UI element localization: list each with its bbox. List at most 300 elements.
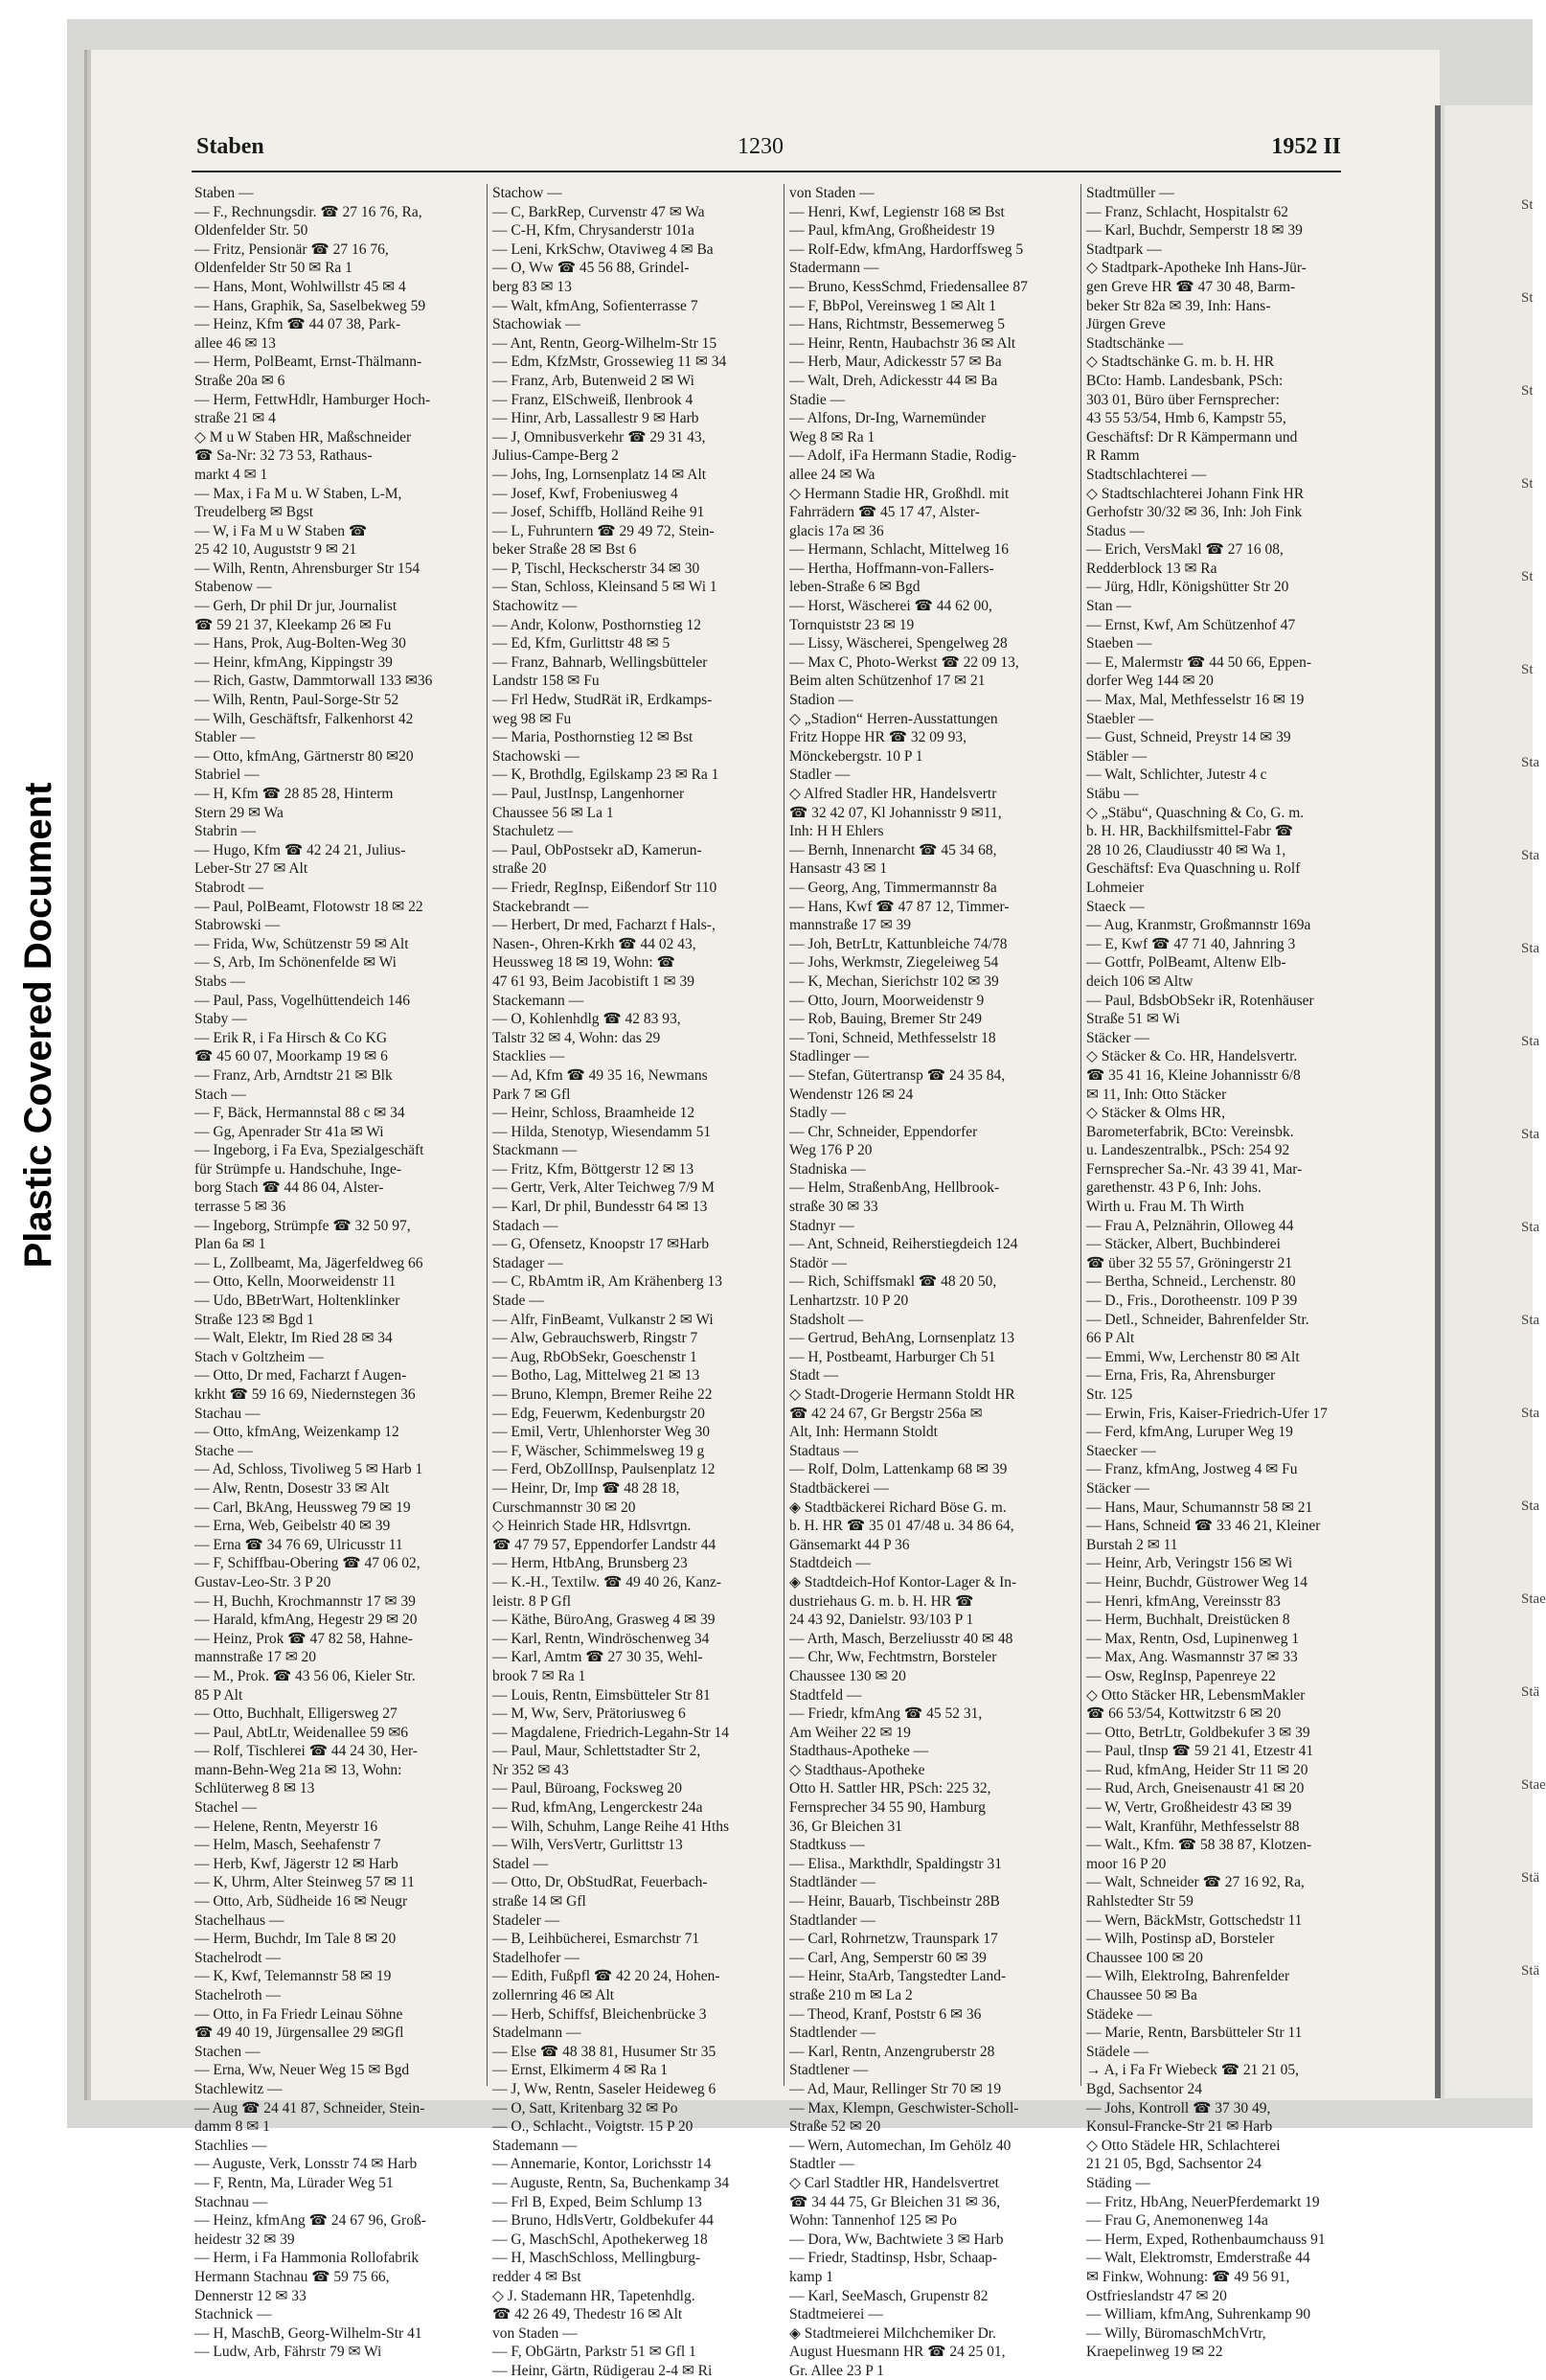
directory-entry-line: — Hans, Kwf ☎ 47 87 12, Timmer-	[789, 898, 1010, 915]
directory-entry-line: — Paul, Pass, Vogelhüttendeich 146	[194, 992, 411, 1009]
directory-entry-line: Hermann Stachnau ☎ 59 75 66,	[194, 2268, 390, 2285]
directory-entry-line: — Ad, Kfm ☎ 49 35 16, Newmans	[492, 1066, 708, 1084]
directory-entry-line: Stadthaus-Apotheke —	[789, 1743, 929, 1760]
directory-entry-line: Staby —	[194, 1011, 247, 1028]
directory-entry-line: Stäbler —	[1086, 747, 1148, 765]
directory-entry-line: → A, i Fa Fr Wiebeck ☎ 21 21 05,	[1086, 2062, 1300, 2079]
directory-entry-line: ◇ Heinrich Stade HR, Hdlsvrtgn.	[492, 1518, 692, 1535]
directory-entry-line: Nr 352 ✉ 43	[492, 1761, 569, 1778]
directory-entry-line: — Carl, Ang, Semperstr 60 ✉ 39	[789, 1949, 987, 1966]
directory-entry-line: — Frl Hedw, StudRät iR, Erdkamps-	[492, 692, 713, 709]
directory-entry-line: Hansastr 43 ✉ 1	[789, 860, 888, 878]
directory-entry-line: Inh: H H Ehlers	[789, 823, 884, 840]
directory-entry-line: — Rud, kfmAng, Lengerckestr 24a	[492, 1799, 703, 1817]
directory-entry-line: borg Stach ☎ 44 86 04, Alster-	[194, 1179, 384, 1197]
directory-entry-line: ◇ Otto Städele HR, Schlachterei	[1086, 2137, 1281, 2154]
directory-entry-line: BCto: Hamb. Landesbank, PSch:	[1086, 372, 1284, 389]
directory-entry-line: — Alfr, FinBeamt, Vulkanstr 2 ✉ Wi	[492, 1311, 714, 1328]
directory-entry-line: — F, BbPol, Vereinsweg 1 ✉ Alt 1	[789, 297, 996, 314]
directory-entry-line: — C, RbAmtm iR, Am Krähenberg 13	[492, 1273, 722, 1291]
directory-entry-line: — L, Fuhruntern ☎ 29 49 72, Stein-	[492, 522, 715, 539]
directory-entry-line: Stadermann —	[789, 260, 879, 277]
directory-entry-line: Stackemann —	[492, 992, 584, 1009]
directory-entry-line: — Bernh, Innenarcht ☎ 45 34 68,	[789, 841, 997, 858]
directory-entry-line: — Herm, Exped, Rothenbaumchauss 91	[1086, 2231, 1326, 2248]
directory-entry-line: Bgd, Sachsentor 24	[1086, 2080, 1202, 2097]
page-gutter	[1435, 105, 1441, 2098]
directory-column-4	[1086, 184, 1374, 2362]
directory-entry-line: Am Weiher 22 ✉ 19	[789, 1724, 911, 1741]
directory-entry-line: Gustav-Leo-Str. 3 P 20	[194, 1573, 331, 1590]
directory-entry-line: Stabenow —	[194, 579, 272, 596]
directory-entry-line: Staeck —	[1086, 898, 1145, 915]
directory-entry-line: Stadtpark —	[1086, 240, 1162, 258]
directory-entry-line: — Heinr, Arb, Veringstr 156 ✉ Wi	[1086, 1555, 1293, 1572]
directory-entry-line: — Chr, Schneider, Eppendorfer	[789, 1123, 978, 1140]
directory-entry-line: — Emmi, Ww, Lerchenstr 80 ✉ Alt	[1086, 1348, 1300, 1365]
directory-entry-line: — Erwin, Fris, Kaiser-Friedrich-Ufer 17	[1086, 1405, 1328, 1422]
adjacent-page-fragment: Sta	[1521, 1313, 1540, 1328]
directory-entry-line: Stachelroth —	[194, 1987, 281, 2003]
directory-entry-line: straße 20	[492, 860, 547, 878]
directory-entry-line: Geschäftsf: Eva Quaschning u. Rolf	[1086, 860, 1301, 878]
directory-entry-line: — Franz, Arb, Arndtstr 21 ✉ Blk	[194, 1066, 393, 1084]
directory-entry-line: — Ferd, ObZollInsp, Paulsenplatz 12	[492, 1461, 716, 1478]
directory-entry-line: deich 106 ✉ Altw	[1086, 973, 1194, 990]
directory-entry-line: — Herm, i Fa Hammonia Rollofabrik	[194, 2250, 420, 2267]
directory-entry-line: — B, Leihbücherei, Esmarchstr 71	[492, 1931, 700, 1948]
directory-entry-line: ◇ Stäcker & Co. HR, Handelsvertr.	[1086, 1048, 1298, 1065]
directory-entry-line: Stachelrodt —	[194, 1949, 281, 1966]
directory-entry-line: — Henri, kfmAng, Vereinsstr 83	[1086, 1592, 1281, 1610]
directory-entry-line: — Otto, kfmAng, Gärtnerstr 80 ✉20	[194, 747, 414, 765]
directory-entry-line: Tornquiststr 23 ✉ 19	[789, 616, 915, 633]
directory-entry-line: — Wilh, ElektroIng, Bahrenfelder	[1086, 1968, 1290, 1985]
directory-entry-line: — Adolf, iFa Hermann Stadie, Rodig-	[789, 447, 1017, 465]
plastic-cover-label: Plastic Covered Document	[17, 782, 59, 1269]
directory-entry-line: Staecker —	[1086, 1442, 1156, 1459]
directory-entry-line: Ostfrieslandstr 47 ✉ 20	[1086, 2287, 1227, 2304]
directory-entry-line: — H, Buchh, Krochmannstr 17 ✉ 39	[194, 1592, 416, 1610]
directory-entry-line: Stadtländer —	[789, 1874, 875, 1891]
directory-entry-line: Wendenstr 126 ✉ 24	[789, 1086, 914, 1103]
directory-entry-line: 47 61 93, Beim Jacobistift 1 ✉ 39	[492, 973, 695, 990]
directory-entry-line: — Heinz, kfmAng ☎ 24 67 96, Groß-	[194, 2212, 426, 2230]
directory-entry-line: Landstr 158 ✉ Fu	[492, 673, 600, 690]
directory-entry-line: Talstr 32 ✉ 4, Wohn: das 29	[492, 1029, 661, 1046]
adjacent-page-fragment: St	[1521, 476, 1534, 492]
directory-entry-line: Städing —	[1086, 2174, 1150, 2191]
directory-entry-line: — Maria, Posthornstieg 12 ✉ Bst	[492, 729, 693, 746]
directory-entry-line: — K, Uhrm, Alter Steinweg 57 ✉ 11	[194, 1874, 415, 1891]
directory-entry-line: — F, Wäscher, Schimmelsweg 19 g	[492, 1442, 705, 1459]
directory-entry-line: — M, Ww, Serv, Prätoriusweg 6	[492, 1705, 686, 1723]
directory-entry-line: — Gertr, Verk, Alter Teichweg 7/9 M	[492, 1179, 715, 1197]
directory-entry-line: — H, MaschB, Georg-Wilhelm-Str 41	[194, 2324, 422, 2342]
directory-entry-line: — Walt, Schneider ☎ 27 16 92, Ra,	[1086, 1874, 1305, 1891]
directory-entry-line: — F, ObGärtn, Parkstr 51 ✉ Gfl 1	[492, 2344, 696, 2361]
directory-entry-line: ☎ über 32 55 57, Gröningerstr 21	[1086, 1254, 1293, 1271]
directory-entry-line: — Lissy, Wäscherei, Spengelweg 28	[789, 635, 1008, 652]
directory-entry-line: — Herm, Buchdr, Im Tale 8 ✉ 20	[194, 1931, 397, 1948]
directory-entry-line: — Josef, Schiffb, Holländ Reihe 91	[492, 504, 705, 521]
directory-entry-line: Jürgen Greve	[1086, 316, 1166, 333]
directory-entry-line: — Erna, Web, Geibelstr 40 ✉ 39	[194, 1518, 391, 1535]
directory-entry-line: — Edm, KfzMstr, Grossewieg 11 ✉ 34	[492, 354, 727, 371]
directory-entry-line: — H, Postbeamt, Harburger Ch 51	[789, 1348, 996, 1365]
directory-entry-line: R Ramm	[1086, 447, 1140, 465]
directory-entry-line: Stabler —	[194, 729, 256, 746]
directory-entry-line: — Paul, Maur, Schlettstadter Str 2,	[492, 1743, 701, 1760]
directory-entry-line: ◇ Stadt-Drogerie Hermann Stoldt HR	[789, 1386, 1015, 1403]
directory-entry-line: — Heinr, Buchdr, Güstrower Weg 14	[1086, 1573, 1307, 1590]
directory-entry-line: — Karl, SeeMasch, Grupenstr 82	[789, 2287, 989, 2304]
directory-entry-line: Stadtfeld —	[789, 1686, 862, 1704]
directory-entry-line: — Edg, Feuerwm, Kedenburgstr 20	[492, 1405, 705, 1422]
directory-entry-line: Julius-Campe-Berg 2	[492, 447, 619, 465]
directory-entry-line: terrasse 5 ✉ 36	[194, 1199, 286, 1216]
directory-entry-line: — Aug, RbObSekr, Goeschenstr 1	[492, 1348, 697, 1365]
directory-entry-line: — Paul, AbtLtr, Weidenallee 59 ✉6	[194, 1724, 409, 1741]
directory-entry-line: — Herb, Maur, Adickesstr 57 ✉ Ba	[789, 354, 1002, 371]
directory-entry-line: Wirth u. Frau M. Th Wirth	[1086, 1199, 1244, 1216]
directory-entry-line: von Staden —	[492, 2324, 578, 2342]
directory-entry-line: — Theod, Kranf, Poststr 6 ✉ 36	[789, 2005, 982, 2023]
directory-entry-line: redder 4 ✉ Bst	[492, 2268, 581, 2285]
directory-entry-line: — H, Kfm ☎ 28 85 28, Hinterm	[194, 786, 394, 802]
directory-entry-line: — Stefan, Gütertransp ☎ 24 35 84,	[789, 1066, 1006, 1084]
directory-entry-line: — Herm, Buchhalt, Dreistücken 8	[1086, 1612, 1290, 1629]
directory-entry-line: ◇ „Stadion“ Herren-Ausstattungen	[789, 710, 998, 727]
directory-entry-line: Park 7 ✉ Gfl	[492, 1086, 571, 1103]
directory-entry-line: — Herm, FettwHdlr, Hamburger Hoch-	[194, 391, 431, 408]
directory-entry-line: — Walt, kfmAng, Sofienterrasse 7	[492, 297, 698, 314]
directory-entry-line: — Wilh, Rentn, Paul-Sorge-Str 52	[194, 692, 399, 709]
directory-entry-line: heidestr 32 ✉ 39	[194, 2231, 295, 2248]
directory-entry-line: — Rob, Bauing, Bremer Str 249	[789, 1011, 983, 1028]
directory-entry-line: Stache —	[194, 1442, 253, 1459]
directory-entry-line: Oldenfelder Str 50 ✉ Ra 1	[194, 260, 352, 277]
directory-entry-line: — H, MaschSchloss, Mellingburg-	[492, 2250, 701, 2267]
directory-entry-line: dorfer Weg 144 ✉ 20	[1086, 673, 1214, 690]
directory-entry-line: — Heinr, Dr, Imp ☎ 48 28 18,	[492, 1479, 680, 1497]
adjacent-page-fragment: Stä	[1521, 1870, 1540, 1886]
directory-entry-line: — Erna ☎ 34 76 69, Ulricusstr 11	[194, 1536, 403, 1553]
directory-entry-line: — Alw, Rentn, Dosestr 33 ✉ Alt	[194, 1479, 390, 1497]
directory-entry-line: glacis 17a ✉ 36	[789, 522, 884, 539]
directory-entry-line: Geschäftsf: Dr R Kämpermann und	[1086, 428, 1298, 446]
directory-entry-line: — Carl, BkAng, Heussweg 79 ✉ 19	[194, 1499, 411, 1516]
column-divider	[1080, 184, 1081, 2086]
directory-entry-line: — Gust, Schneid, Preystr 14 ✉ 39	[1086, 729, 1291, 746]
directory-entry-line: — Walt, Elektromstr, Emderstraße 44	[1086, 2250, 1310, 2267]
directory-entry-line: — Ferd, kfmAng, Luruper Weg 19	[1086, 1424, 1293, 1441]
directory-entry-line: — Erna, Fris, Ra, Ahrensburger	[1086, 1367, 1276, 1385]
directory-entry-line: Stadtler —	[789, 2156, 854, 2173]
directory-entry-line: Stade —	[492, 1293, 544, 1310]
directory-entry-line: — Elisa., Markthdlr, Spaldingstr 31	[789, 1855, 1002, 1872]
directory-entry-line: Treudelberg ✉ Bgst	[194, 504, 314, 521]
directory-entry-line: — Karl, Dr phil, Bundesstr 64 ✉ 13	[492, 1199, 708, 1216]
adjacent-page-fragment: St	[1521, 290, 1534, 306]
directory-entry-line: — Hans, Schneid ☎ 33 46 21, Kleiner	[1086, 1518, 1321, 1535]
adjacent-page-fragment: Stae	[1521, 1777, 1546, 1793]
directory-entry-line: — Henri, Kwf, Legienstr 168 ✉ Bst	[789, 203, 1005, 220]
directory-entry-line: — Ad, Maur, Rellinger Str 70 ✉ 19	[789, 2080, 1002, 2097]
directory-entry-line: ◇ Hermann Stadie HR, Großhdl. mit	[789, 485, 1010, 502]
directory-entry-line: Stabrin —	[194, 823, 257, 840]
directory-entry-line: — Gerh, Dr phil Dr jur, Journalist	[194, 598, 398, 615]
directory-entry-line: — O, Kohlenhdlg ☎ 42 83 93,	[492, 1011, 681, 1028]
directory-entry-line: — Friedr, Stadtinsp, Hsbr, Schaap-	[789, 2250, 998, 2267]
directory-entry-line: Stern 29 ✉ Wa	[194, 804, 284, 821]
directory-entry-line: ◈ Stadtdeich-Hof Kontor-Lager & In-	[789, 1573, 1017, 1590]
directory-entry-line: Stachlies —	[194, 2137, 267, 2154]
directory-entry-line: — Franz, kfmAng, Jostweg 4 ✉ Fu	[1086, 1461, 1298, 1478]
directory-entry-line: Schlüterweg 8 ✉ 13	[194, 1780, 315, 1797]
directory-entry-line: kamp 1	[789, 2268, 834, 2285]
directory-entry-line: Stach v Goltzheim —	[194, 1348, 324, 1365]
directory-entry-line: Gerhofstr 30/32 ✉ 36, Inh: Joh Fink	[1086, 504, 1303, 521]
directory-entry-line: — Paul, PolBeamt, Flotowstr 18 ✉ 22	[194, 898, 423, 915]
directory-entry-line: — Max C, Photo-Werkst ☎ 22 09 13,	[789, 653, 1019, 671]
directory-entry-line: Wohn: Tannenhof 125 ✉ Po	[789, 2212, 957, 2230]
directory-entry-line: Stan —	[1086, 598, 1131, 615]
directory-entry-line: ☎ 45 60 07, Moorkamp 19 ✉ 6	[194, 1048, 388, 1065]
directory-entry-line: mannstraße 17 ✉ 20	[194, 1649, 317, 1666]
directory-entry-line: Straße 123 ✉ Bgd 1	[194, 1311, 314, 1328]
directory-entry-line: — Walt, Elektr, Im Ried 28 ✉ 34	[194, 1330, 393, 1347]
directory-entry-line: — Joh, BetrLtr, Kattunbleiche 74/78	[789, 935, 1008, 952]
directory-entry-line: — Osw, RegInsp, Papenreye 22	[1086, 1667, 1276, 1684]
directory-entry-line: Lenhartzstr. 10 P 20	[789, 1293, 909, 1310]
directory-entry-line: Stadniska —	[789, 1160, 866, 1178]
directory-entry-line: — Georg, Ang, Timmermannstr 8a	[789, 879, 997, 896]
directory-entry-line: ◇ Otto Stäcker HR, LebensmMakler	[1086, 1686, 1306, 1704]
directory-entry-line: — Hans, Mont, Wohlwillstr 45 ✉ 4	[194, 278, 406, 295]
directory-entry-line: — Hertha, Hoffmann-von-Fallers-	[789, 560, 994, 577]
directory-entry-line: — William, kfmAng, Suhrenkamp 90	[1086, 2306, 1311, 2323]
directory-entry-line: — Ernst, Kwf, Am Schützenhof 47	[1086, 616, 1296, 633]
directory-entry-line: Gänsemarkt 44 P 36	[789, 1536, 910, 1553]
directory-entry-line: — F, Bäck, Hermannstal 88 c ✉ 34	[194, 1105, 405, 1122]
directory-column-2	[492, 184, 780, 2380]
directory-entry-line: — Heinr, Rentn, Haubachstr 36 ✉ Alt	[789, 334, 1016, 352]
directory-entry-line: — Ingeborg, Strümpfe ☎ 32 50 97,	[194, 1217, 411, 1234]
directory-entry-line: Stadach —	[492, 1217, 558, 1234]
directory-entry-line: — L, Zollbeamt, Ma, Jägerfeldweg 66	[194, 1254, 423, 1271]
directory-entry-line: Stadeler —	[492, 1911, 560, 1929]
directory-entry-line: — Gertrud, BehAng, Lornsenplatz 13	[789, 1330, 1015, 1347]
adjacent-page-fragment: Sta	[1521, 1220, 1540, 1235]
directory-entry-line: — Wilh, Geschäftsfr, Falkenhorst 42	[194, 710, 414, 727]
directory-entry-line: mann-Behn-Weg 21a ✉ 13, Wohn:	[194, 1761, 402, 1778]
directory-entry-line: Stadör —	[789, 1254, 847, 1271]
directory-entry-line: — Carl, Rohrnetzw, Traunspark 17	[789, 1931, 998, 1948]
directory-entry-line: — Auguste, Verk, Lonsstr 74 ✉ Harb	[194, 2156, 418, 2173]
directory-entry-line: Stachlewitz —	[194, 2080, 283, 2097]
directory-entry-line: Fahrrädern ☎ 45 17 47, Alster-	[789, 504, 980, 521]
directory-entry-line: — W, i Fa M u W Staben ☎	[194, 522, 368, 539]
directory-entry-line: straße 21 ✉ 4	[194, 410, 276, 427]
directory-entry-line: — Alfons, Dr-Ing, Warnemünder	[789, 410, 987, 427]
directory-entry-line: — Fritz, Kfm, Böttgerstr 12 ✉ 13	[492, 1160, 694, 1178]
directory-entry-line: — Heinr, Schloss, Braamheide 12	[492, 1105, 695, 1122]
directory-entry-line: 28 10 26, Claudiusstr 40 ✉ Wa 1,	[1086, 841, 1286, 858]
directory-entry-line: — Heinz, Prok ☎ 47 82 58, Hahne-	[194, 1630, 414, 1647]
directory-entry-line: — Louis, Rentn, Eimsbütteler Str 81	[492, 1686, 711, 1704]
directory-entry-line: — G, Ofensetz, Knoopstr 17 ✉Harb	[492, 1236, 710, 1253]
directory-entry-line: Stachau —	[194, 1405, 261, 1422]
directory-entry-line: weg 98 ✉ Fu	[492, 710, 572, 727]
directory-entry-line: Stach —	[194, 1086, 246, 1103]
directory-entry-line: 25 42 10, Auguststr 9 ✉ 21	[194, 541, 357, 559]
directory-entry-line: Chaussee 56 ✉ La 1	[492, 804, 614, 821]
directory-entry-line: Redderblock 13 ✉ Ra	[1086, 560, 1217, 577]
directory-entry-line: — F, Schiffbau-Obering ☎ 47 06 02,	[194, 1555, 421, 1572]
directory-entry-line: ◈ Stadtmeierei Milchchemiker Dr.	[789, 2324, 996, 2342]
adjacent-page-fragment: Sta	[1521, 1034, 1540, 1049]
directory-entry-line: — E, Malermstr ☎ 44 50 66, Eppen-	[1086, 653, 1311, 671]
directory-entry-line: berg 83 ✉ 13	[492, 278, 572, 295]
directory-entry-line: — Rolf, Tischlerei ☎ 44 24 30, Her-	[194, 1743, 418, 1760]
directory-entry-line: August Huesmann HR ☎ 24 25 01,	[789, 2344, 1006, 2361]
directory-entry-line: Alt, Inh: Hermann Stoldt	[789, 1424, 938, 1441]
directory-entry-line: — Max, Ang. Wasmannstr 37 ✉ 33	[1086, 1649, 1298, 1666]
directory-entry-line: — Otto, Kelln, Moorweidenstr 11	[194, 1273, 397, 1291]
directory-entry-line: Stadtdeich —	[789, 1555, 871, 1572]
directory-entry-line: Stackebrandt —	[492, 898, 589, 915]
directory-entry-line: — Emil, Vertr, Uhlenhorster Weg 30	[492, 1424, 711, 1441]
directory-entry-line: — Franz, Schlacht, Hospitalstr 62	[1086, 203, 1288, 220]
directory-entry-line: — Jürg, Hdlr, Königshütter Str 20	[1086, 579, 1289, 596]
directory-entry-line: Nasen-, Ohren-Krkh ☎ 44 02 43,	[492, 935, 696, 952]
directory-entry-line: Fritz Hoppe HR ☎ 32 09 93,	[789, 729, 967, 746]
directory-entry-line: ☎ 42 24 67, Gr Bergstr 256a ✉	[789, 1405, 983, 1422]
directory-entry-line: — Rud, Arch, Gneisenaustr 41 ✉ 20	[1086, 1780, 1305, 1797]
directory-entry-line: — Harald, kfmAng, Hegestr 29 ✉ 20	[194, 1612, 418, 1629]
directory-entry-line: Staben —	[194, 185, 254, 201]
adjacent-page-fragment: St	[1521, 197, 1534, 213]
directory-entry-line: — Otto, Dr med, Facharzt f Augen-	[194, 1367, 407, 1385]
adjacent-page-fragment: Sta	[1521, 1406, 1540, 1421]
directory-entry-line: — Bertha, Schneid., Lerchenstr. 80	[1086, 1273, 1296, 1291]
directory-entry-line: — F, Rentn, Ma, Lürader Weg 51	[194, 2174, 394, 2191]
directory-entry-line: leben-Straße 6 ✉ Bgd	[789, 579, 921, 596]
directory-entry-line: Fernsprecher 34 55 90, Hamburg	[789, 1799, 987, 1817]
directory-entry-line: Stadie —	[789, 391, 846, 408]
directory-entry-line: — Karl, Rentn, Windröschenweg 34	[492, 1630, 710, 1647]
directory-entry-line: Stadelhofer —	[492, 1949, 580, 1966]
directory-entry-line: — M., Prok. ☎ 43 56 06, Kieler Str.	[194, 1667, 416, 1684]
directory-entry-line: Stäcker —	[1086, 1029, 1149, 1046]
directory-entry-line: — Helm, Masch, Seehafenstr 7	[194, 1837, 381, 1854]
directory-entry-line: moor 16 P 20	[1086, 1855, 1167, 1872]
directory-entry-line: — Leni, KrkSchw, Otaviweg 4 ✉ Ba	[492, 240, 714, 258]
directory-entry-line: — Willy, BüromaschMchVrtr,	[1086, 2324, 1266, 2342]
directory-entry-line: — Rich, Schiffsmakl ☎ 48 20 50,	[789, 1273, 997, 1291]
directory-entry-line: — Herm, HtbAng, Brunsberg 23	[492, 1555, 688, 1572]
directory-entry-line: — O, Ww ☎ 45 56 88, Grindel-	[492, 260, 690, 277]
directory-entry-line: Stadtaus —	[789, 1442, 858, 1459]
directory-entry-line: — F., Rechnungsdir. ☎ 27 16 76, Ra,	[194, 203, 422, 220]
directory-entry-line: Straße 20a ✉ 6	[194, 372, 285, 389]
directory-entry-line: Stabriel —	[194, 767, 260, 784]
directory-entry-line: Stachowiak —	[492, 316, 580, 333]
directory-entry-line: brook 7 ✉ Ra 1	[492, 1667, 586, 1684]
directory-entry-line: — Hinr, Arb, Lassallestr 9 ✉ Harb	[492, 410, 699, 427]
directory-entry-line: Stabrodt —	[194, 879, 263, 896]
directory-entry-line: leistr. 8 P Gfl	[492, 1592, 572, 1610]
directory-entry-line: — Heinr, kfmAng, Kippingstr 39	[194, 653, 393, 671]
directory-entry-line: — Otto, Arb, Südheide 16 ✉ Neugr	[194, 1893, 408, 1911]
directory-entry-line: — Käthe, BüroAng, Grasweg 4 ✉ 39	[492, 1612, 716, 1629]
directory-entry-line: Stadtmeierei —	[789, 2306, 883, 2323]
directory-entry-line: beker Straße 28 ✉ Bst 6	[492, 541, 637, 559]
directory-entry-line: — Hermann, Schlacht, Mittelweg 16	[789, 541, 1010, 559]
directory-entry-line: — Hans, Richtmstr, Bessemerweg 5	[789, 316, 1005, 333]
directory-entry-line: — J, Ww, Rentn, Saseler Heideweg 6	[492, 2080, 716, 2097]
directory-entry-line: — Karl, Rentn, Anzengruberstr 28	[789, 2043, 995, 2060]
directory-entry-line: ☎ 59 21 37, Kleekamp 26 ✉ Fu	[194, 616, 392, 633]
directory-entry-line: — D., Fris., Dorotheenstr. 109 P 39	[1086, 1293, 1298, 1310]
directory-entry-line: Weg 8 ✉ Ra 1	[789, 428, 875, 446]
directory-entry-line: Stäbu —	[1086, 786, 1139, 802]
page-number: 1230	[738, 134, 784, 159]
directory-entry-line: — Paul, JustInsp, Langenhorner	[492, 786, 685, 802]
directory-entry-line: Str. 125	[1086, 1386, 1133, 1403]
directory-entry-line: Stadler —	[789, 767, 851, 784]
directory-entry-line: — Bruno, HdlsVertr, Goldbekufer 44	[492, 2212, 714, 2230]
directory-entry-line: — Erna, Ww, Neuer Weg 15 ✉ Bgd	[194, 2062, 410, 2079]
adjacent-page-fragment: Sta	[1521, 848, 1540, 863]
directory-entry-line: — Johs, Ing, Lornsenplatz 14 ✉ Alt	[492, 466, 707, 483]
directory-entry-line: — Paul, ObPostsekr aD, Kamerun-	[492, 841, 702, 858]
directory-entry-line: Weg 176 P 20	[789, 1142, 873, 1159]
directory-entry-line: — Max, Klempn, Geschwister-Scholl-	[789, 2099, 1019, 2117]
directory-entry-line: Stachelhaus —	[194, 1911, 284, 1929]
directory-entry-line: Oldenfelder Str. 50	[194, 222, 308, 240]
adjacent-page-fragment: Sta	[1521, 1127, 1540, 1142]
directory-entry-line: Stadt —	[789, 1367, 839, 1385]
directory-entry-line: Curschmannstr 30 ✉ 20	[492, 1499, 636, 1516]
directory-entry-line: — Karl, Amtm ☎ 27 30 35, Wehl-	[492, 1649, 703, 1666]
directory-entry-line: — Botho, Lag, Mittelweg 21 ✉ 13	[492, 1367, 700, 1385]
directory-entry-line: Stadtlener —	[789, 2062, 869, 2079]
directory-entry-line: — Bruno, Klempn, Bremer Reihe 22	[492, 1386, 713, 1403]
directory-entry-line: Staebler —	[1086, 710, 1154, 727]
directory-entry-line: — Ant, Rentn, Georg-Wilhelm-Str 15	[492, 334, 717, 352]
directory-entry-line: — Chr, Ww, Fechtmstrn, Borsteler	[789, 1649, 997, 1666]
directory-entry-line: — Toni, Schneid, Methfesselstr 18	[789, 1029, 996, 1046]
directory-entry-line: Stachnau —	[194, 2193, 268, 2210]
directory-entry-line: — Fritz, Pensionär ☎ 27 16 76,	[194, 240, 389, 258]
directory-entry-line: ◇ Stadtschlachterei Johann Fink HR	[1086, 485, 1305, 502]
directory-entry-line: Stachen —	[194, 2043, 261, 2060]
directory-entry-line: Straße 52 ✉ 20	[789, 2118, 881, 2136]
directory-entry-line: Stadtkuss —	[789, 1837, 865, 1854]
directory-entry-line: — Ludw, Arb, Fährstr 79 ✉ Wi	[194, 2344, 382, 2361]
directory-entry-line: Stackmann —	[492, 1142, 578, 1159]
directory-entry-line: 36, Gr Bleichen 31	[789, 1818, 902, 1835]
directory-entry-line: — Heinz, Kfm ☎ 44 07 38, Park-	[194, 316, 401, 333]
directory-entry-line: ☎ 49 40 19, Jürgensallee 29 ✉Gfl	[194, 2025, 404, 2042]
directory-entry-line: 24 43 92, Danielstr. 93/103 P 1	[789, 1612, 974, 1629]
directory-entry-line: Chaussee 50 ✉ Ba	[1086, 1987, 1197, 2003]
directory-entry-line: — Herb, Schiffsf, Bleichenbrücke 3	[492, 2005, 707, 2023]
directory-entry-line: ◇ Alfred Stadler HR, Handelsvertr	[789, 786, 997, 802]
directory-entry-line: ◇ „Stäbu“, Quaschning & Co, G. m.	[1086, 804, 1305, 821]
